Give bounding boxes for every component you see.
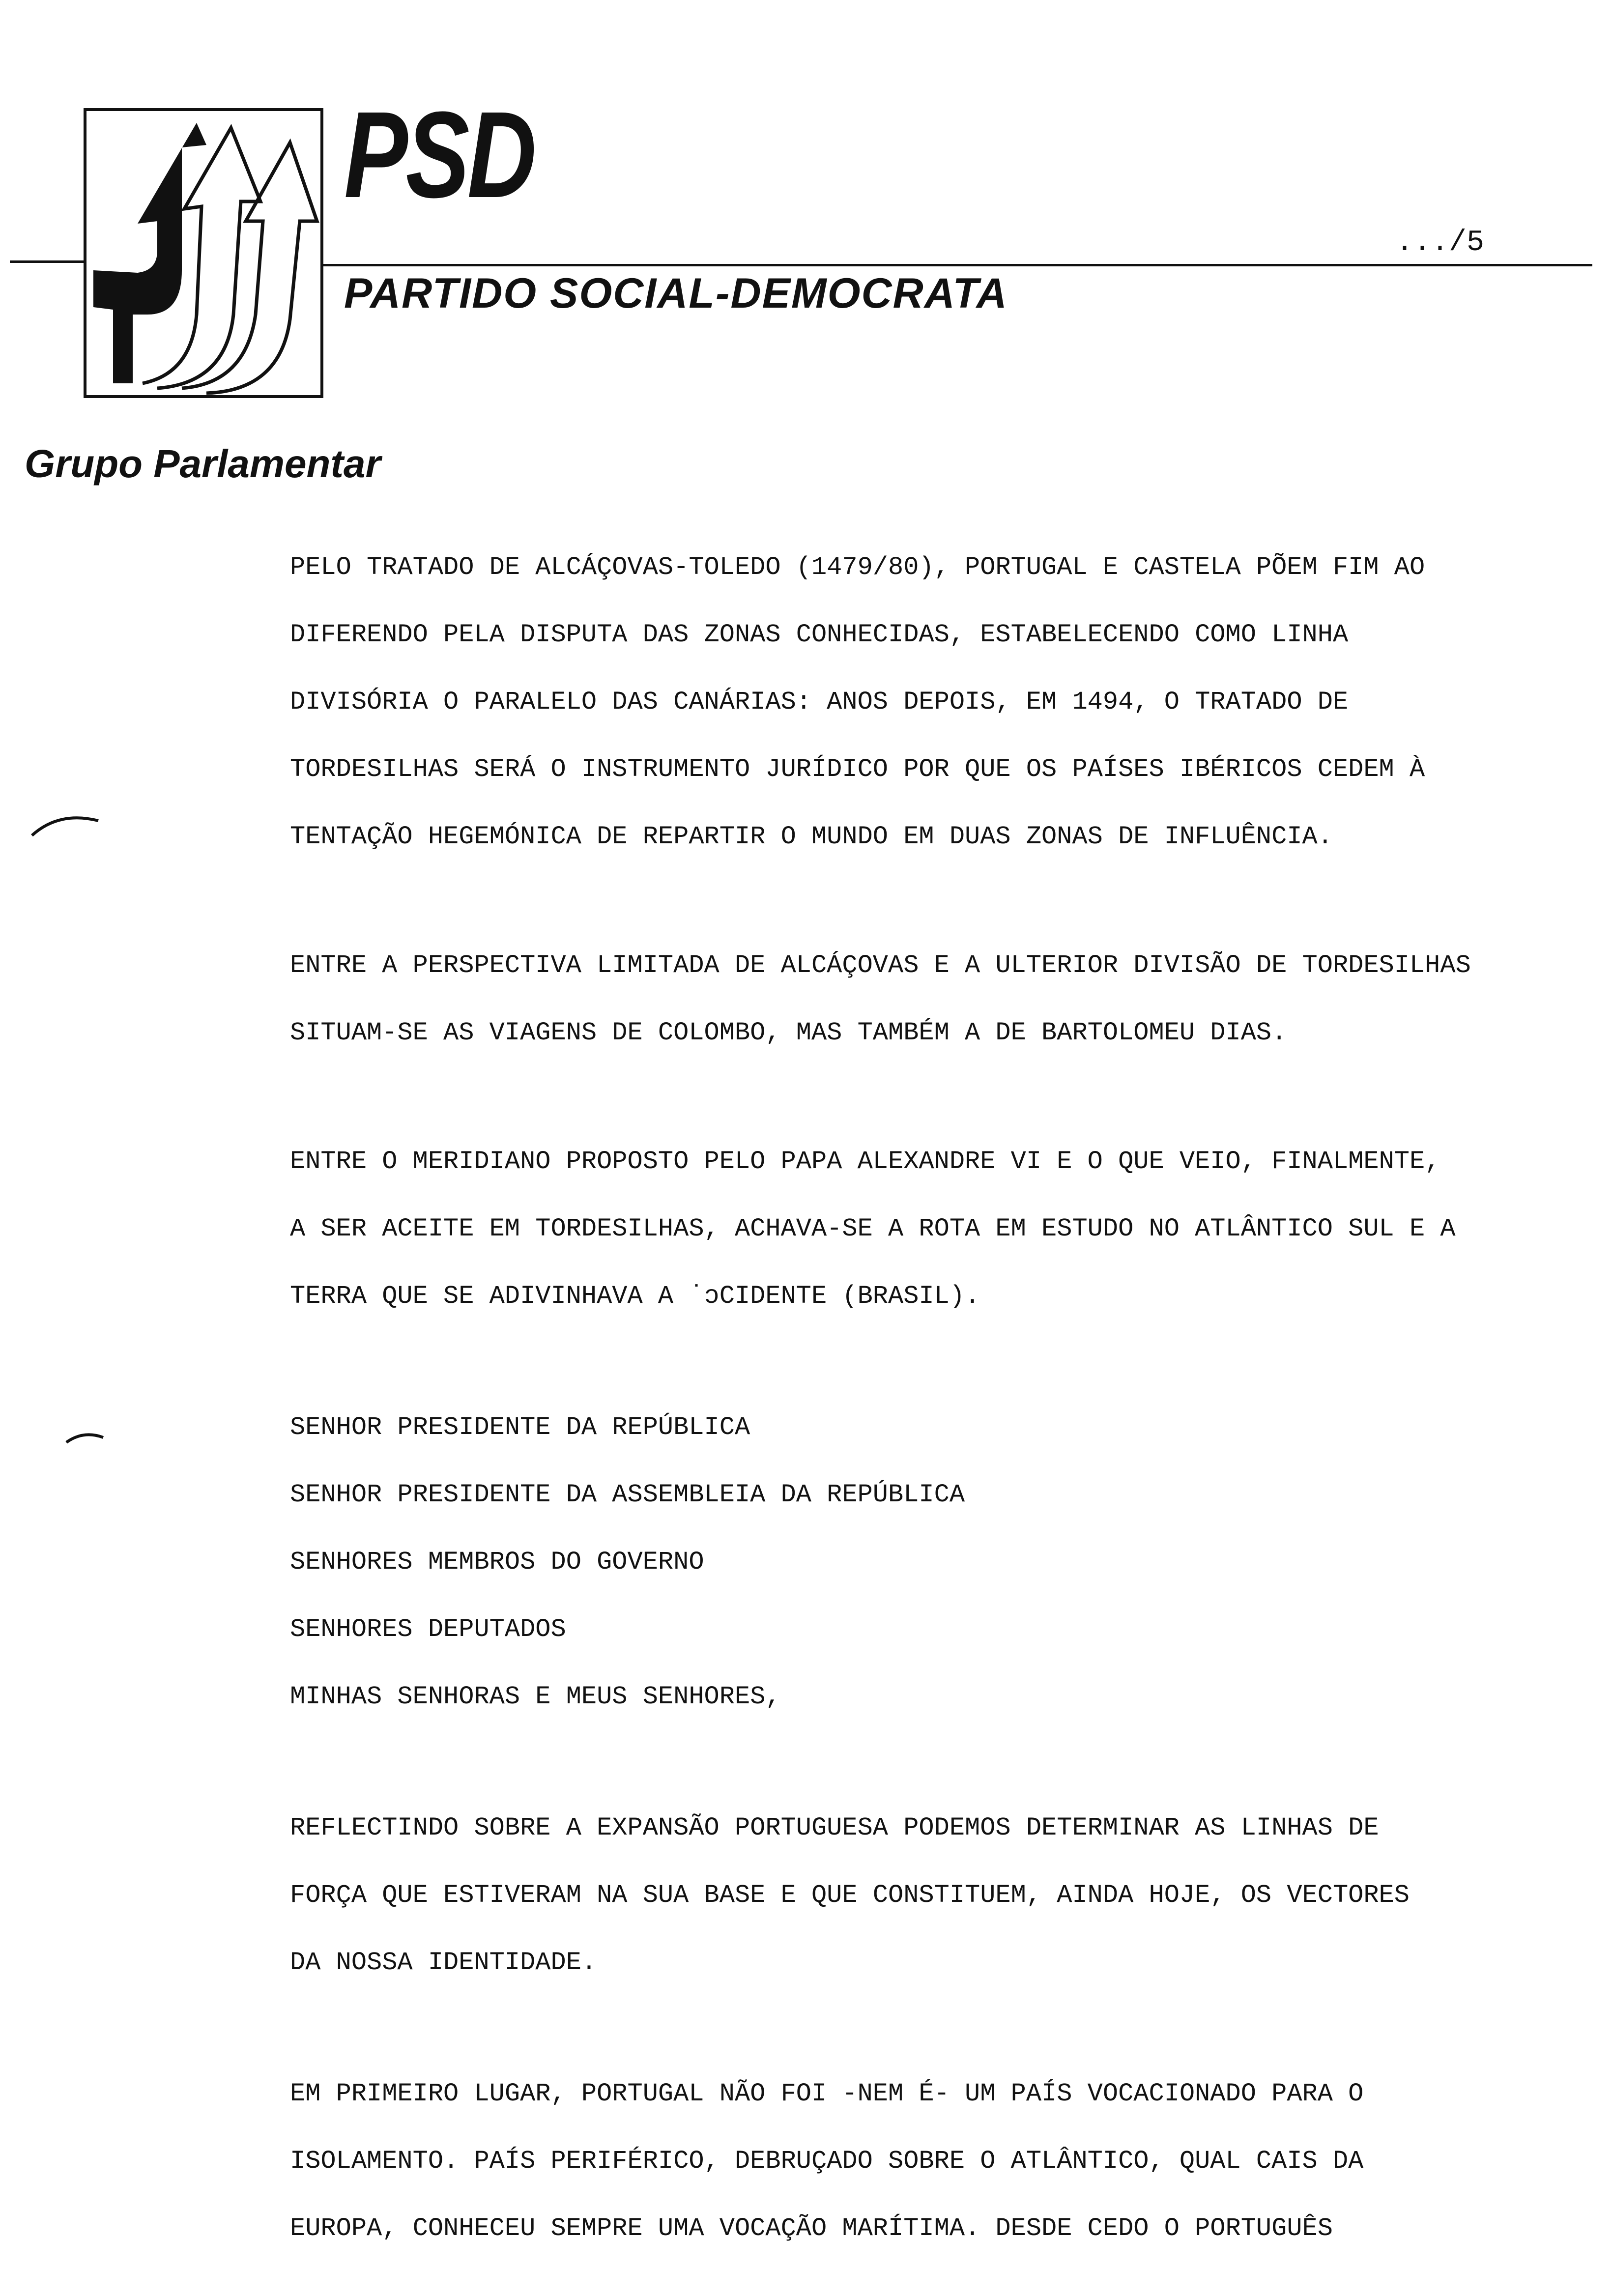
text-line: TERRA QUE SE ADIVINHAVA A ˙ɔCIDENTE (BRASIL). (290, 1282, 980, 1311)
party-name: PARTIDO SOCIAL-DEMOCRATA (344, 270, 1008, 317)
salutation-line: SENHORES MEMBROS DO GOVERNO (290, 1548, 704, 1577)
page-number: .../5 (1396, 226, 1485, 259)
paragraph (290, 1142, 1587, 1344)
text-line: SITUAM-SE AS VIAGENS DE COLOMBO, MAS TAMBÉM A DE BARTOLOMEU DIAS. (290, 1018, 1287, 1047)
text-line: TENTAÇÃO HEGEMÓNICA DE REPARTIR O MUNDO EM DUAS ZONAS DE INFLUÊNCIA. (290, 822, 1333, 851)
group-label: Grupo Parlamentar (25, 442, 381, 486)
text-line: EUROPA, CONHECEU SEMPRE UMA VOCAÇÃO MARÍTIMA. DESDE CEDO O PORTUGUÊS (290, 2214, 1333, 2243)
salutation (290, 1408, 1587, 1745)
salutation-line: SENHOR PRESIDENTE DA REPÚBLICA (290, 1413, 750, 1442)
header-rule (323, 264, 1592, 266)
salutation-line: MINHAS SENHORAS E MEUS SENHORES, (290, 1682, 781, 1711)
text-line: ENTRE O MERIDIANO PROPOSTO PELO PAPA ALEXANDRE VI E O QUE VEIO, FINALMENTE, (290, 1147, 1440, 1176)
psd-logo-emblem (84, 108, 323, 398)
text-line: EM PRIMEIRO LUGAR, PORTUGAL NÃO FOI -NEM É- UM PAÍS VOCACIONADO PARA O (290, 2079, 1364, 2108)
text-line: REFLECTINDO SOBRE A EXPANSÃO PORTUGUESA PODEMOS DETERMINAR AS LINHAS DE (290, 1813, 1379, 1842)
text-line: ISOLAMENTO. PAÍS PERIFÉRICO, DEBRUÇADO SOBRE O ATLÂNTICO, QUAL CAIS DA (290, 2147, 1364, 2176)
header-rule-left (10, 260, 84, 263)
text-line: PELO TRATADO DE ALCÁÇOVAS-TOLEDO (1479/80), PORTUGAL E CASTELA PÕEM FIM AO (290, 553, 1425, 582)
paragraph (290, 548, 1587, 885)
text-line: DA NOSSA IDENTIDADE. (290, 1948, 597, 1977)
paragraph (290, 946, 1587, 1081)
text-line: FORÇA QUE ESTIVERAM NA SUA BASE E QUE CONSTITUEM, AINDA HOJE, OS VECTORES (290, 1881, 1410, 1910)
text-line: ENTRE A PERSPECTIVA LIMITADA DE ALCÁÇOVAS E A ULTERIOR DIVISÃO DE TORDESILHAS (290, 951, 1471, 980)
salutation-line: SENHOR PRESIDENTE DA ASSEMBLEIA DA REPÚBLICA (290, 1480, 965, 1509)
text-line: DIVISÓRIA O PARALELO DAS CANÁRIAS: ANOS DEPOIS, EM 1494, O TRATADO DE (290, 688, 1349, 717)
party-logo-text: PSD (344, 86, 534, 223)
margin-mark (29, 811, 103, 843)
margin-mark (64, 1428, 108, 1450)
salutation-line: SENHORES DEPUTADOS (290, 1615, 566, 1644)
text-line: DIFERENDO PELA DISPUTA DAS ZONAS CONHECIDAS, ESTABELECENDO COMO LINHA (290, 620, 1349, 649)
text-line: TORDESILHAS SERÁ O INSTRUMENTO JURÍDICO POR QUE OS PAÍSES IBÉRICOS CEDEM À (290, 755, 1425, 784)
paragraph (290, 2074, 1587, 2276)
letter-body (290, 548, 1587, 2276)
text-line: A SER ACEITE EM TORDESILHAS, ACHAVA-SE A ROTA EM ESTUDO NO ATLÂNTICO SUL E A (290, 1214, 1456, 1243)
paragraph (290, 1808, 1587, 2010)
